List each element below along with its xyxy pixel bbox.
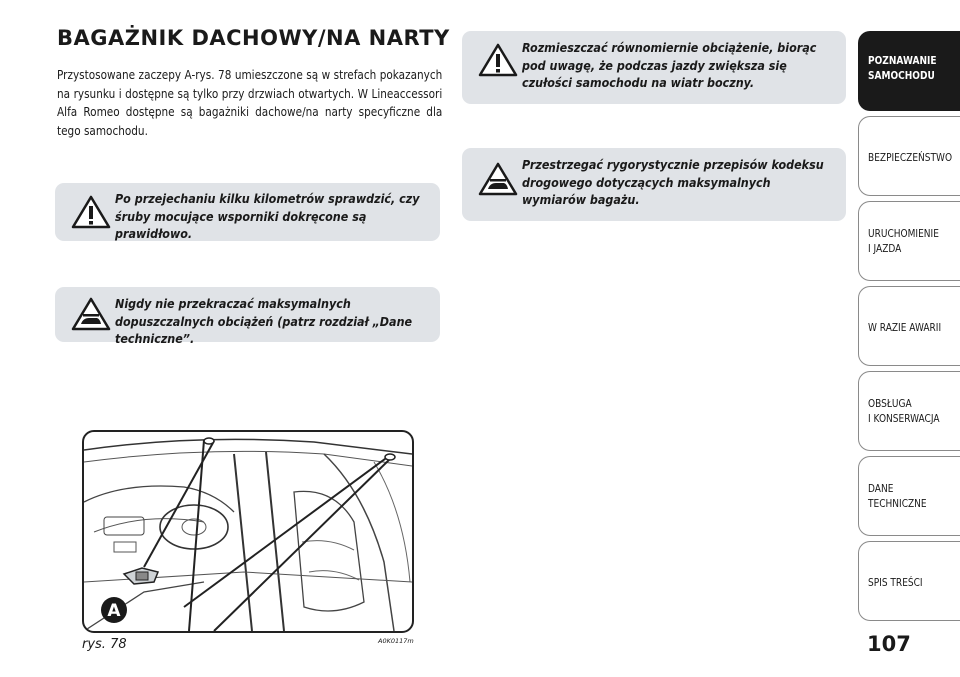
- anchor-point: [204, 438, 214, 444]
- page-title: BAGAŻNIK DACHOWY/NA NARTY: [57, 26, 450, 50]
- tab-label: URUCHOMIENIE I JAZDA: [868, 227, 939, 255]
- warning-text: Nigdy nie przekraczać maksymalnych dopuszczalnych obciążeń (patrz rozdział „Dane techniczne”.: [115, 296, 413, 346]
- tab-label: OBSŁUGA I KONSERWACJA: [868, 397, 940, 425]
- anchor-point: [385, 454, 395, 460]
- tab-spis-tresci[interactable]: [858, 541, 960, 621]
- warning-box-distribution: [462, 31, 846, 104]
- page-number: 107: [867, 632, 911, 656]
- tab-uruchomienie-i-jazda[interactable]: [858, 201, 960, 281]
- tab-poznawanie-samochodu[interactable]: [858, 31, 960, 111]
- tab-dane-techniczne[interactable]: [858, 456, 960, 536]
- figure-roof-rack-anchors: [82, 430, 414, 633]
- car-interior-illustration: [84, 432, 412, 631]
- roof-load-warning-icon: [71, 297, 111, 331]
- figure-caption: rys. 78: [82, 637, 127, 652]
- warning-triangle-icon: [71, 195, 111, 229]
- warning-box-traffic-rules: [462, 148, 846, 221]
- warning-box-max-load: [55, 287, 440, 346]
- marker-a-label: A: [107, 601, 121, 621]
- tab-obsluga-i-konserwacja[interactable]: [858, 371, 960, 451]
- roof-load-warning-icon: [478, 162, 518, 196]
- warning-text: Przestrzegać rygorystycznie przepisów kodeksu drogowego dotyczących maksymalnych wymiarów bagażu.: [522, 157, 824, 207]
- warning-text: Rozmieszczać równomiernie obciążenie, biorąc pod uwagę, że podczas jazdy zwiększa się czułości samochodu na wiatr boczny.: [522, 40, 817, 90]
- figure-code: A0K0117m: [378, 637, 414, 645]
- intro-paragraph: Przystosowane zaczepy A-rys. 78 umieszczone są w strefach pokazanych na rysunku i dostępne są tylko przy drzwiach otwartych. W Lineaccessori Alfa Romeo dostępne są bagażniki dachowe/na narty specyficzne dla tego samochodu.: [57, 68, 443, 138]
- warning-triangle-icon: [478, 43, 518, 77]
- tab-label: BEZPIECZEŃSTWO: [868, 151, 953, 164]
- tab-label: POZNAWANIE SAMOCHODU: [868, 54, 937, 82]
- tab-label: SPIS TREŚCI: [868, 576, 923, 589]
- warning-box-bolts: [55, 183, 440, 241]
- warning-text: Po przejechaniu kilku kilometrów sprawdzić, czy śruby mocujące wsporniki dokręcone są prawidłowo.: [115, 191, 420, 241]
- tab-label: W RAZIE AWARII: [868, 321, 942, 334]
- tab-bezpieczenstwo[interactable]: [858, 116, 960, 196]
- tab-w-razie-awarii[interactable]: [858, 286, 960, 366]
- tab-label: DANE TECHNICZNE: [868, 482, 927, 510]
